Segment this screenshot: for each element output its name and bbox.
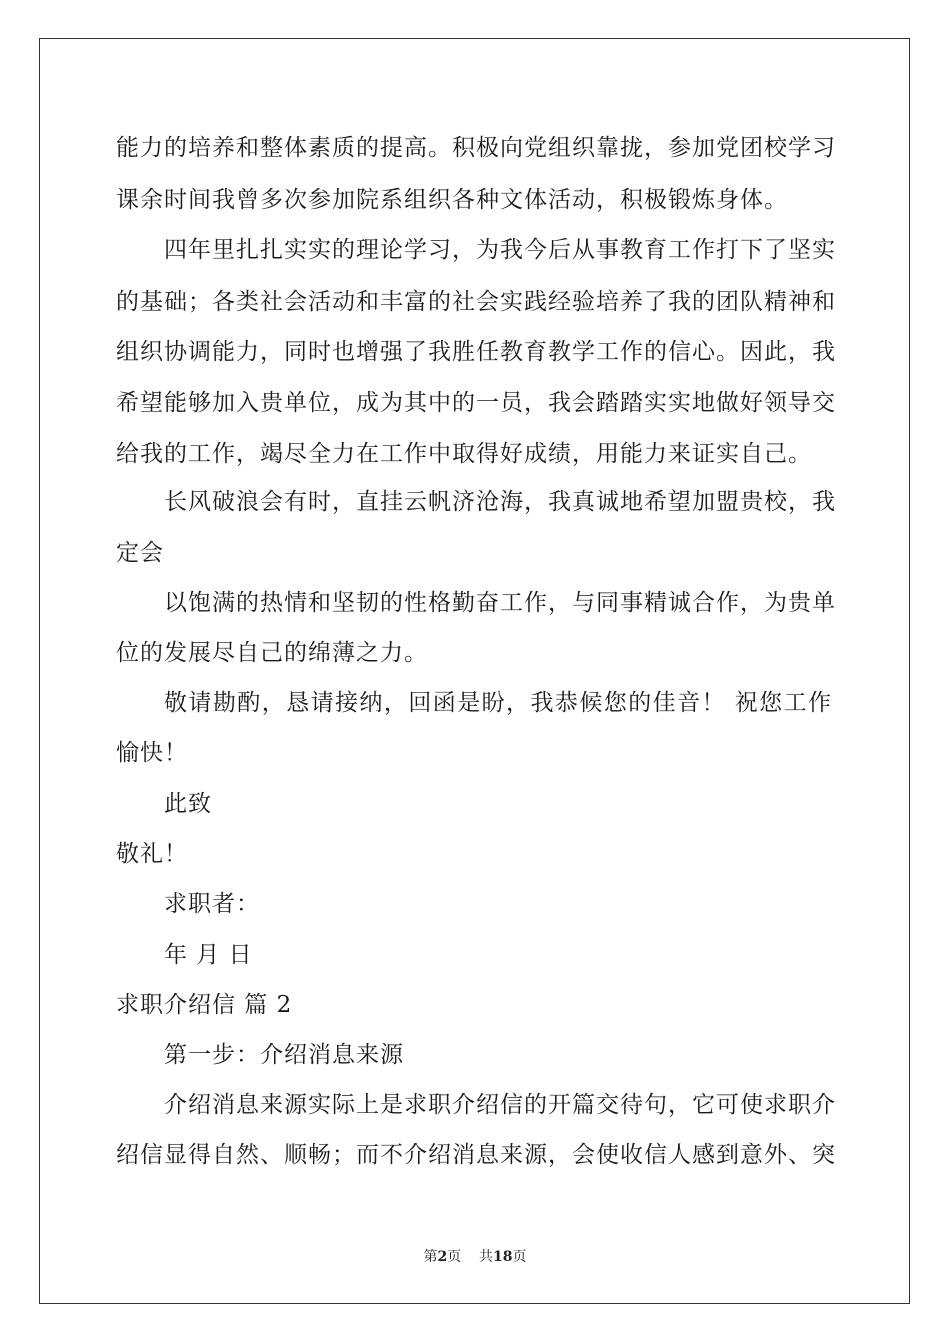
paragraph-start: 介绍消息来源实际上是求职介绍信的开篇交待句，它可使求职介: [164, 1092, 836, 1118]
text-line: 希望能够加入贵单位，成为其中的一员，我会踏踏实实地做好领导交: [116, 390, 836, 416]
signature-date: 年 月 日: [164, 942, 253, 968]
page-mid: 页 共: [447, 1249, 494, 1265]
total-page-number: 18: [493, 1249, 513, 1265]
text-line: 位的发展尽自己的绵薄之力。: [116, 640, 428, 666]
text-line: 定会: [116, 540, 164, 566]
signature-applicant: 求职者：: [164, 891, 260, 917]
paragraph-start: 四年里扎扎实实的理论学习，为我今后从事教育工作打下了坚实: [164, 237, 836, 263]
text-line: 愉快！: [116, 740, 188, 766]
text-line: 给我的工作，竭尽全力在工作中取得好成绩，用能力来证实自己。: [116, 441, 812, 467]
paragraph-start: 以饱满的热情和坚韧的性格勤奋工作，与同事精诚合作，为贵单: [164, 590, 836, 616]
page-prefix: 第: [423, 1249, 438, 1265]
step-heading: 第一步：介绍消息来源: [164, 1042, 404, 1068]
text-line: 绍信显得自然、顺畅；而不介绍消息来源，会使收信人感到意外、突: [116, 1142, 836, 1168]
page-suffix: 页: [512, 1249, 527, 1265]
section-heading: 求职介绍信 篇 2: [116, 992, 293, 1018]
paragraph-start: 敬请勘酌，恳请接纳，回函是盼，我恭候您的佳音！ 祝您工作: [164, 690, 832, 716]
text-line: 组织协调能力，同时也增强了我胜任教育教学工作的信心。因此，我: [116, 339, 836, 365]
current-page-number: 2: [437, 1249, 448, 1265]
paragraph-start: 长风破浪会有时，直挂云帆济沧海，我真诚地希望加盟贵校，我: [164, 489, 836, 515]
page-footer: [0, 1248, 950, 1266]
text-line: 能力的培养和整体素质的提高。积极向党组织靠拢，参加党团校学习: [116, 135, 836, 161]
text-line: 的基础；各类社会活动和丰富的社会实践经验培养了我的团队精神和: [116, 289, 836, 315]
text-line: 课余时间我曾多次参加院系组织各种文体活动，积极锻炼身体。: [116, 187, 788, 213]
closing-regards: 敬礼！: [116, 841, 188, 867]
closing-salutation: 此致: [164, 791, 212, 817]
